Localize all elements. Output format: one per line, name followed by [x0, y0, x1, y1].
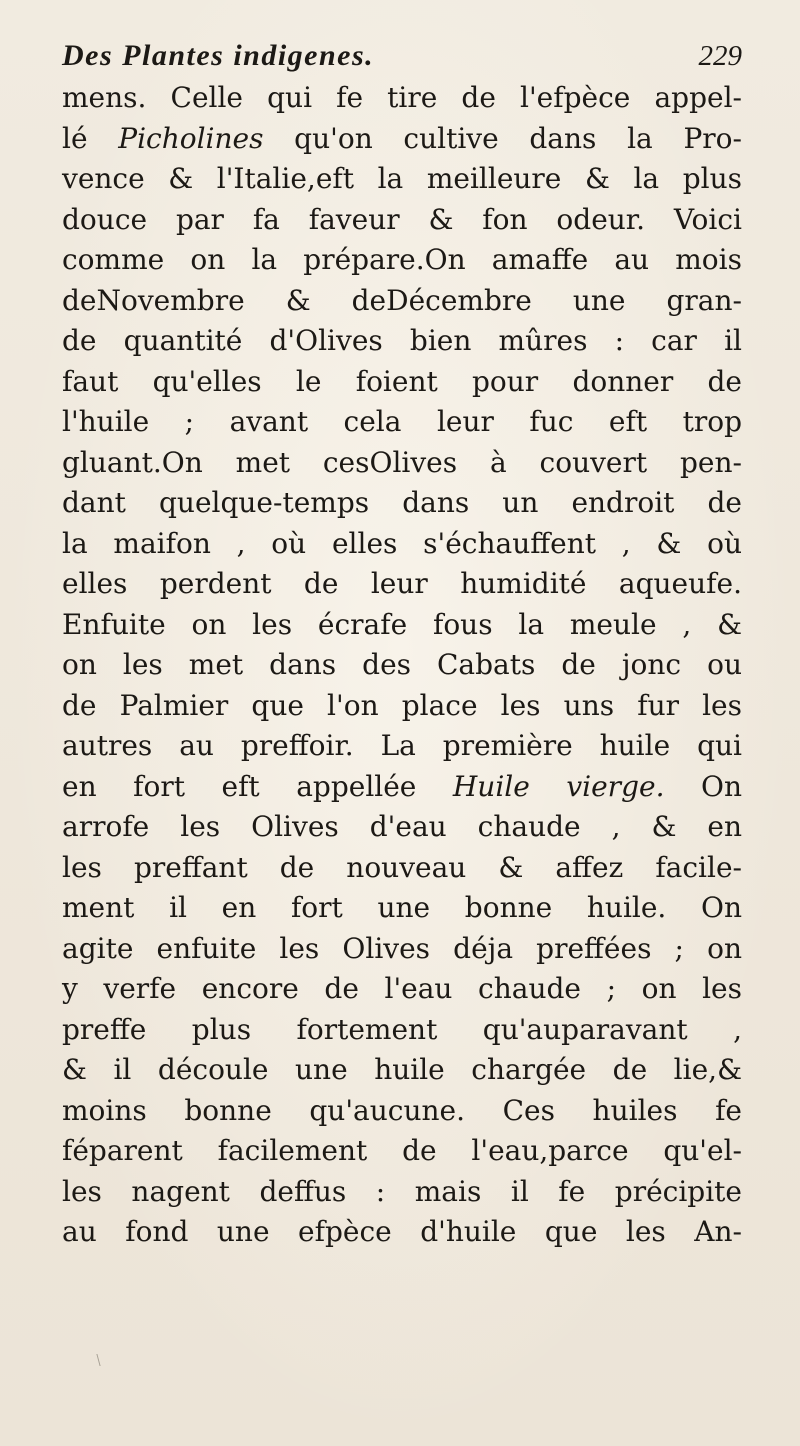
text-line: l'huile ; avant cela leur fuc eft trop	[62, 405, 742, 438]
text-line: féparent facilement de l'eau,parce qu'el-	[62, 1134, 742, 1167]
text-line: deNovembre & deDécembre une gran-	[62, 283, 742, 317]
text-line: les nagent deffus : mais il fe précipite	[62, 1174, 742, 1208]
text-line: autres au preffoir. La première huile qui	[62, 729, 742, 762]
text-line: Enfuite on les écrafe fous la meule , &	[62, 607, 742, 641]
running-head	[62, 34, 742, 78]
paper-mark	[96, 1354, 106, 1366]
text-line: au fond une efpèce d'huile que les An-	[62, 1215, 742, 1248]
text-line: de Palmier que l'on place les uns fur les	[62, 688, 742, 722]
page-number: 229	[698, 40, 742, 72]
text-line: douce par fa faveur & fon odeur. Voici	[62, 202, 742, 236]
text-line: elles perdent de leur humidité aqueufe.	[62, 567, 742, 600]
text-line: mens. Celle qui fe tire de l'efpèce appel-	[62, 81, 742, 114]
text-line: en fort eft appellée Huile vierge. On	[62, 769, 742, 803]
text-line: lé Picholines qu'on cultive dans la Pro-	[62, 121, 742, 155]
running-title: Des Plantes indigenes.	[62, 39, 375, 72]
text-line: les preffant de nouveau & affez facile-	[62, 850, 742, 884]
text-line: dant quelque-temps dans un endroit de	[62, 486, 742, 519]
text-line: & il découle une huile chargée de lie,&	[62, 1053, 742, 1086]
text-line: vence & l'Italie,eft la meilleure & la plus	[62, 162, 742, 195]
text-line: agite enfuite les Olives déja preffées ; on	[62, 931, 742, 965]
italic-term: Picholines	[118, 121, 264, 155]
text-line: la maifon , où elles s'échauffent , & où	[62, 526, 742, 560]
body-text	[62, 78, 742, 1253]
text-line: gluant.On met cesOlives à couvert pen-	[62, 445, 742, 479]
text-line: de quantité d'Olives bien mûres : car il	[62, 324, 742, 357]
text-line: preffe plus fortement qu'auparavant ,	[62, 1012, 742, 1046]
text-line: faut qu'elles le foient pour donner de	[62, 364, 742, 398]
text-line: arrofe les Olives d'eau chaude , & en	[62, 810, 742, 843]
text-line: on les met dans des Cabats de jonc ou	[62, 648, 742, 681]
text-line: comme on la prépare.On amaffe au mois	[62, 243, 742, 276]
text-line: y verfe encore de l'eau chaude ; on les	[62, 972, 742, 1005]
text-line: ment il en fort une bonne huile. On	[62, 891, 742, 924]
italic-term: Huile vierge.	[452, 769, 665, 803]
text-line: moins bonne qu'aucune. Ces huiles fe	[62, 1093, 742, 1127]
